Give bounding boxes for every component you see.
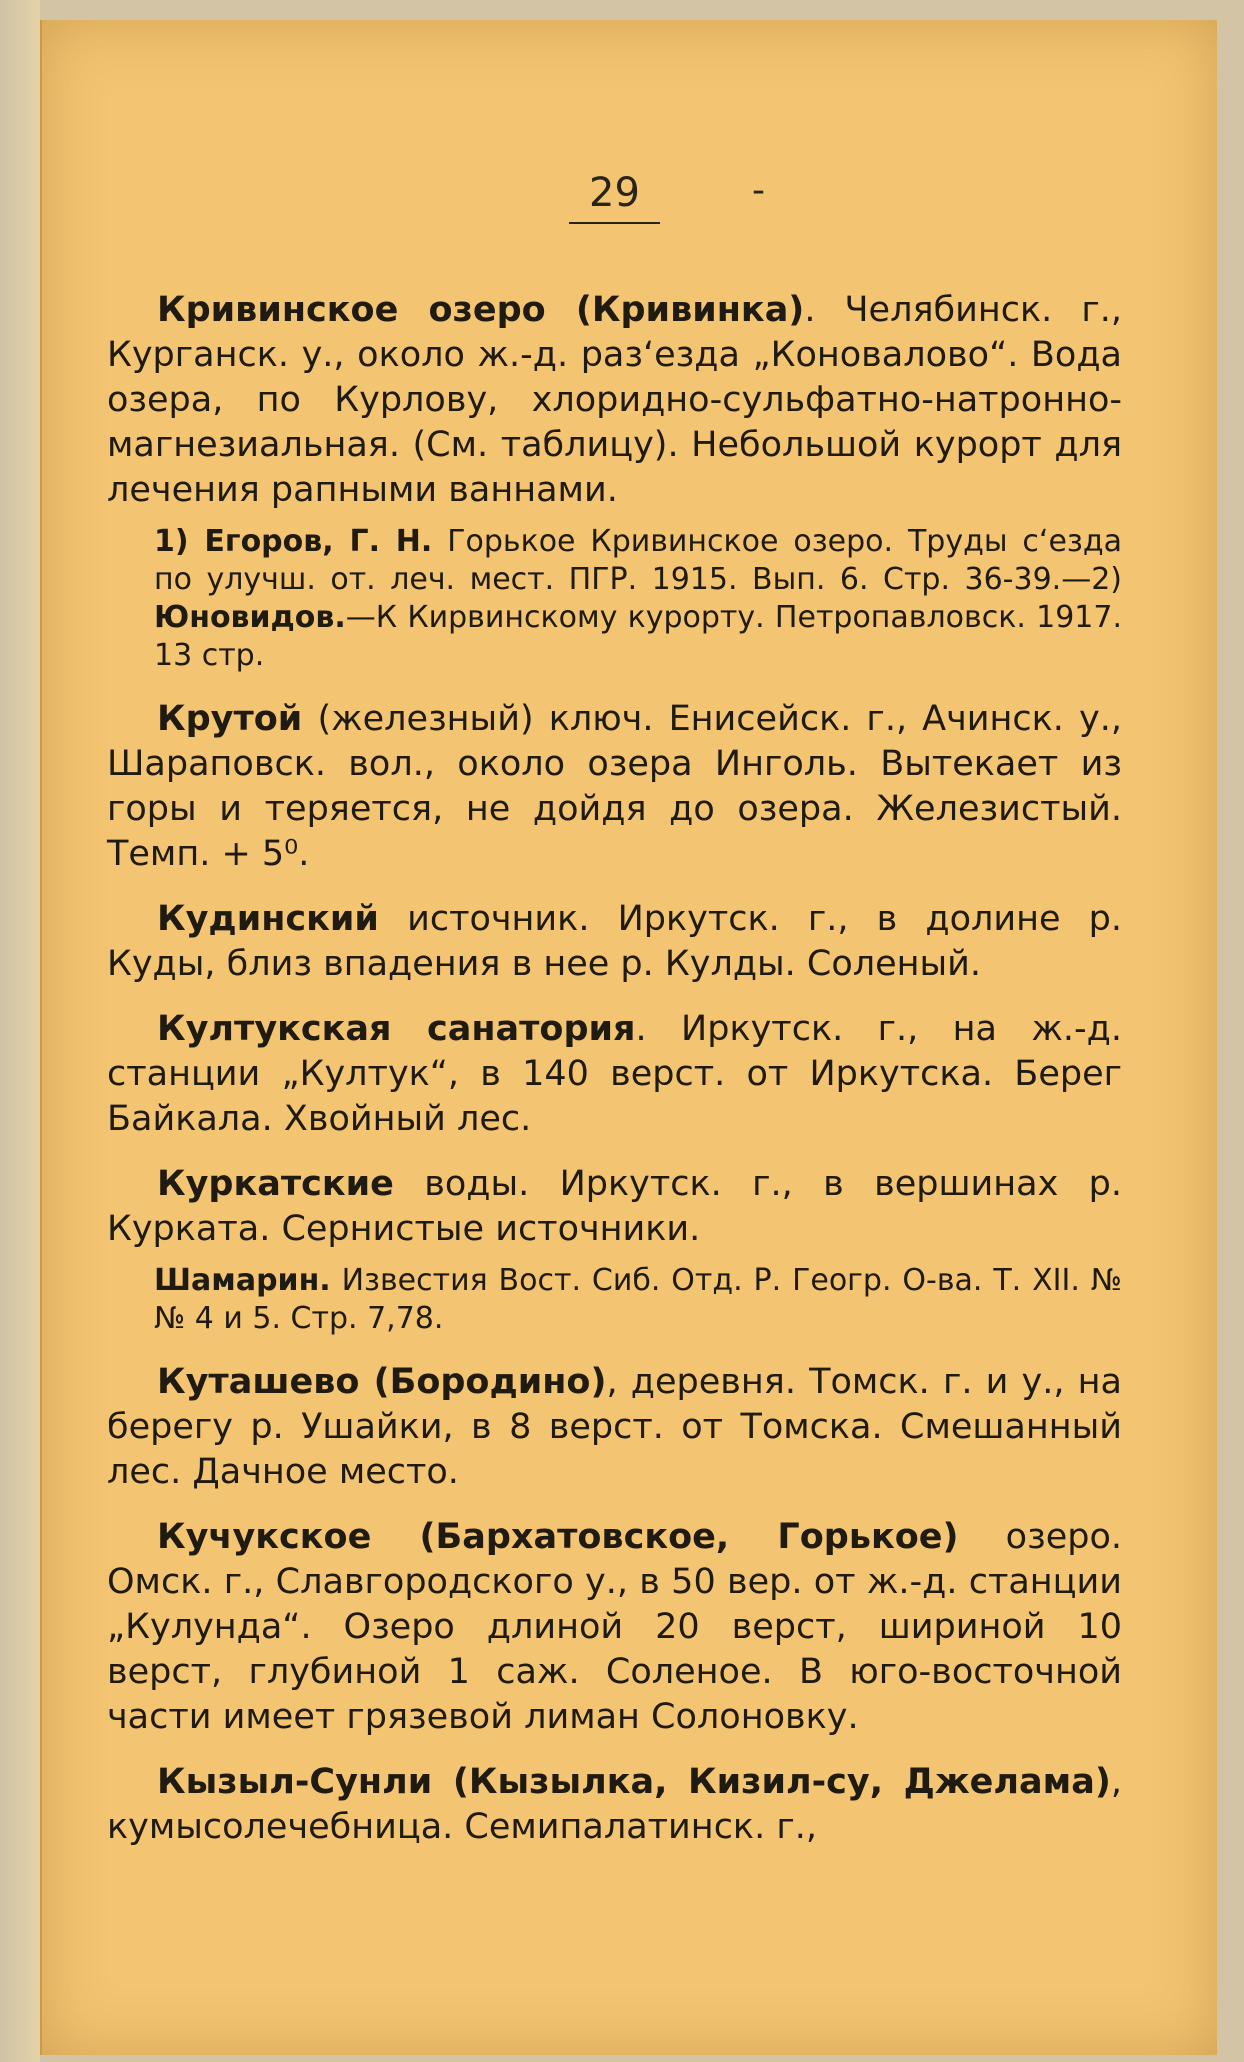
entry-reference — [107, 1262, 1122, 1338]
page-text — [107, 288, 1122, 1870]
entry-kyzyl-sunli — [107, 1760, 1122, 1850]
entry-title: Кучукское (Бархатовское, Горькое) — [157, 1517, 959, 1557]
reference-text: —К Кирвинскому курорту. Петропавловск. 1917. 13 стр. — [154, 600, 1122, 673]
book-page — [40, 20, 1217, 2055]
reference-text: Горькое Кривинское озеро. Труды с‘езда по улучш. от. леч. мест. ПГР. 1915. Вып. 6. Стр. 36-39.—2) — [154, 524, 1122, 597]
entry-kurkatskie — [107, 1162, 1122, 1252]
entry-kudinsky — [107, 897, 1122, 987]
reference-author: Юновидов. — [154, 600, 346, 635]
entry-text: . Иркутск. г., на ж.-д. станции „Култук“, в 140 верст. от Иркутска. Берег Байкала. Хвойный лес. — [107, 1009, 1123, 1139]
entry-krivinskoe — [107, 288, 1122, 513]
entry-title: Кудинский — [157, 899, 379, 939]
reference-text: Известия Вост. Сиб. Отд. Р. Геогр. О-ва. Т. XII. №№ 4 и 5. Стр. 7,78. — [154, 1263, 1122, 1336]
entry-title: Култукская санатория — [157, 1009, 636, 1049]
entry-title: Кривинское озеро (Кривинка) — [157, 290, 805, 330]
page-header — [42, 170, 1217, 224]
entry-text: , деревня. Томск. г. и у., на берегу р. Ушайки, в 8 верст. от Томска. Смешанный лес. Дачное место. — [107, 1362, 1122, 1492]
entry-title: Куркатские — [157, 1164, 394, 1204]
entry-text: воды. Иркутск. г., в вершинах р. Курката. Сернистые источники. — [107, 1164, 1122, 1249]
entry-text: озеро. Омск. г., Славгородского у., в 50 вер. от ж.-д. станции „Кулунда“. Озеро длиной 20 верст, шириной 10 верст, глубиной 1 саж. Соленое. В юго-восточной части имеет грязевой лиман Солоновку. — [107, 1517, 1122, 1737]
reference-author: Шамарин. — [154, 1263, 331, 1298]
entry-kultukskaya — [107, 1007, 1122, 1142]
entry-text: . Челябинск. г., Курганск. у., около ж.-д. раз‘езда „Коновалово“. Вода озера, по Курлову, хлоридно-сульфатно-натронно-магнезиальная. (См. таблицу). Небольшой курорт для лечения рапными ваннами. — [107, 290, 1122, 510]
page-dash-mark: - — [752, 170, 765, 211]
entry-krutoy — [107, 697, 1122, 877]
entry-text: источник. Иркутск. г., в долине р. Куды, близ впадения в нее р. Кулды. Соленый. — [107, 899, 1122, 984]
entry-title: Кызыл-Сунли (Кызылка, Кизил-су, Джелама) — [157, 1762, 1111, 1802]
entry-text: (железный) ключ. Енисейск. г., Ачинск. у., Шараповск. вол., около озера Инголь. Вытекает из горы и теряется, не дойдя до озера. Железистый. Темп. + 5⁰. — [107, 699, 1122, 874]
scan-margin — [0, 0, 40, 2062]
entry-reference — [107, 523, 1122, 675]
entry-kutashevo — [107, 1360, 1122, 1495]
entry-title: Куташево (Бородино) — [157, 1362, 607, 1402]
entry-title: Крутой — [157, 699, 303, 739]
reference-author: 1) Егоров, Г. Н. — [154, 524, 433, 559]
entry-text: , кумысолечебница. Семипалатинск. г., — [107, 1762, 1122, 1847]
entry-kuchukskoe — [107, 1515, 1122, 1740]
page-number: 29 — [569, 170, 660, 224]
